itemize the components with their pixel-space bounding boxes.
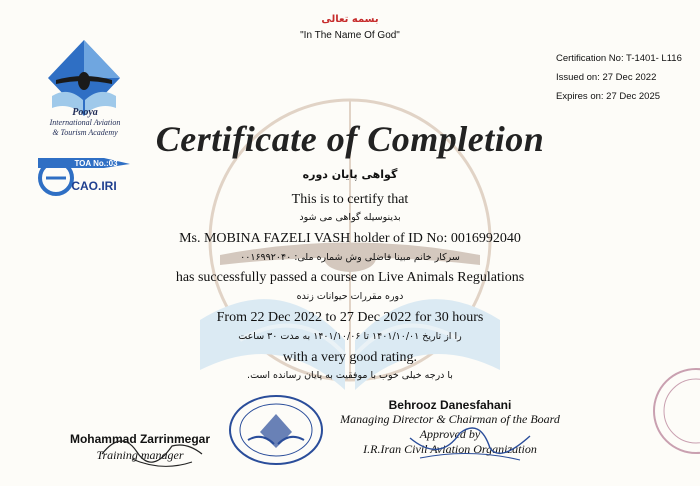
dates-text-fa: را از تاریخ ۱۴۰۱/۱۰/۰۱ تا ۱۴۰۱/۱۰/۰۶ به مدت ۳۰ ساعت	[238, 331, 462, 342]
scrawl-stroke	[410, 428, 530, 453]
academy-name-line1: Pooya	[72, 107, 98, 118]
logo-diamond-highlight	[84, 40, 120, 78]
academy-name-line2: International Aviation	[49, 118, 121, 127]
scrawl-stroke	[132, 459, 192, 466]
academy-name-line3: & Tourism Academy	[52, 128, 118, 137]
scrawl-stroke	[102, 441, 202, 462]
certify-text-fa: بدینوسیله گواهی می شود	[299, 212, 401, 223]
holder-text-fa: سرکار خانم مبینا فاضلی وش شماره ملی: ۰۰۱۶۹۹۲۰۴۰	[240, 252, 460, 263]
certificate-title: Certificate of Completion	[155, 119, 545, 159]
course-text-fa: دوره مقررات حیوانات زنده	[296, 291, 404, 302]
seal-emblem	[260, 414, 292, 448]
rating-text: with a very good rating.	[282, 350, 418, 365]
issued-date: Issued on: 27 Dec 2022	[556, 72, 657, 83]
signer-right-org: I.R.Iran Civil Aviation Organization	[363, 442, 537, 456]
expiry-date: Expires on: 27 Dec 2025	[556, 91, 661, 102]
scrawl-stroke	[420, 453, 520, 460]
signature-right-scrawl	[400, 418, 540, 468]
basmala: بسمه تعالی	[321, 14, 379, 25]
signer-left-role: Training manager	[96, 448, 184, 462]
certify-text: This is to certify that	[291, 192, 409, 207]
signature-left-scrawl	[92, 424, 212, 474]
signer-right-approved: Approved by	[419, 427, 481, 441]
partial-stamp	[636, 366, 700, 456]
course-text: has successfully passed a course on Live Animals Regulations	[175, 270, 525, 285]
stamp-ring	[654, 369, 700, 453]
certification-number: Certification No: T-1401- L116	[556, 53, 682, 64]
dates-text: From 22 Dec 2022 to 27 Dec 2022 for 30 hours	[216, 310, 484, 325]
signer-right-name: Behrooz Danesfahani	[388, 398, 512, 412]
certificate-title-fa: گواهی پایان دوره	[302, 168, 398, 181]
stamp-ring-inner	[664, 379, 700, 443]
signer-left-name: Mohammad Zarrinmegar	[69, 432, 211, 446]
holder-text: Ms. MOBINA FAZELI VASH holder of ID No: 0016992040	[179, 231, 521, 246]
cao-name: CAO.IRI	[71, 179, 117, 193]
signer-right-role: Managing Director & Chairman of the Board	[340, 412, 560, 426]
in-the-name-of-god: "In The Name Of God"	[300, 30, 400, 41]
cao-toa: TOA No.:03	[74, 159, 118, 168]
rating-text-fa: با درجه خیلی خوب با موفقیت به پایان رسانده است.	[247, 370, 453, 381]
logo-plane-body	[78, 72, 90, 90]
academy-seal	[226, 392, 326, 468]
